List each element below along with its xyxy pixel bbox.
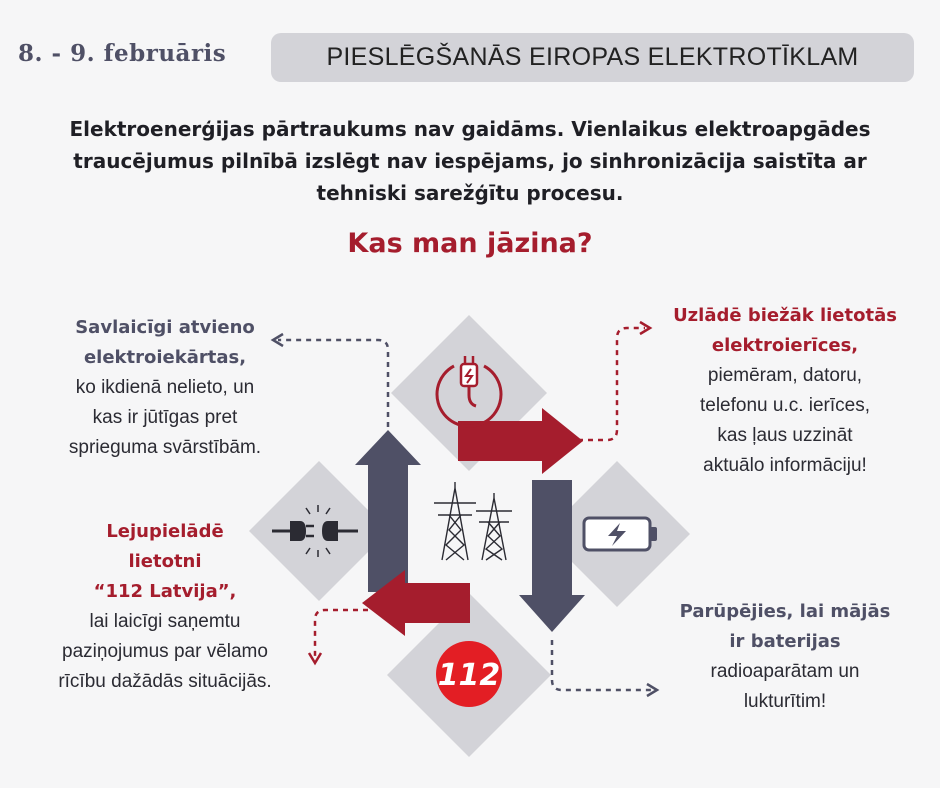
tip-heading: Parūpējies, lai mājās — [679, 601, 891, 622]
tip-charge — [650, 301, 920, 481]
tip-app — [30, 517, 300, 697]
tip-unplug — [40, 313, 290, 463]
tip-batteries — [660, 597, 910, 717]
intro-line: tehniski sarežģītu procesu. — [316, 181, 624, 205]
tip-body: ko ikdienā nelieto, un — [75, 377, 255, 398]
battery-icon — [584, 518, 657, 550]
power-tower-icon — [476, 493, 512, 560]
emergency-112-icon — [436, 641, 502, 707]
emergency-number-text: 112 — [437, 658, 501, 693]
tip-body: aktuālo informāciju! — [703, 455, 867, 476]
title-banner: PIESLĒGŠANĀS EIROPAS ELEKTROTĪKLAM — [271, 33, 914, 82]
connector-app — [315, 610, 368, 658]
tip-body: lai laicīgi saņemtu — [89, 611, 241, 632]
connector-charge — [578, 328, 645, 440]
section-question: Kas man jāzina? — [347, 228, 593, 259]
tip-heading: Savlaicīgi atvieno — [75, 317, 255, 338]
tip-heading: Uzlādē biežāk lietotās — [673, 305, 897, 326]
tip-body: paziņojumus par vēlamo — [62, 641, 268, 662]
tip-body: lukturītim! — [743, 691, 827, 712]
tip-body: kas ļaus uzzināt — [717, 425, 853, 446]
date-label: 8. - 9. februāris — [18, 40, 227, 67]
tip-heading: ir baterijas — [729, 631, 841, 652]
tip-heading: Lejupielādē — [106, 521, 224, 542]
tip-heading: lietotni — [128, 551, 202, 572]
intro-line: Elektroenerģijas pārtraukums nav gaidāms. Vienlaikus elektroapgādes — [69, 117, 871, 141]
tip-heading: elektroiekārtas, — [83, 347, 247, 368]
tip-heading: elektroierīces, — [711, 335, 859, 356]
tip-body: radioaparātam un — [710, 661, 860, 682]
tip-body: piemēram, datoru, — [707, 365, 863, 386]
tip-heading: “112 Latvija”, — [93, 581, 237, 602]
intro-line: traucējumus pilnībā izslēgt nav iespējams, jo sinhronizācija saistīta ar — [73, 149, 867, 173]
power-tower-icon — [434, 482, 476, 560]
tip-body: sprieguma svārstībām. — [68, 437, 262, 458]
tip-body: kas ir jūtīgas pret — [92, 407, 238, 428]
connector-batteries — [552, 640, 652, 690]
tip-body: telefonu u.c. ierīces, — [699, 395, 871, 416]
tip-body: rīcību dažādās situācijās. — [58, 671, 272, 692]
connector-unplug — [278, 340, 388, 437]
